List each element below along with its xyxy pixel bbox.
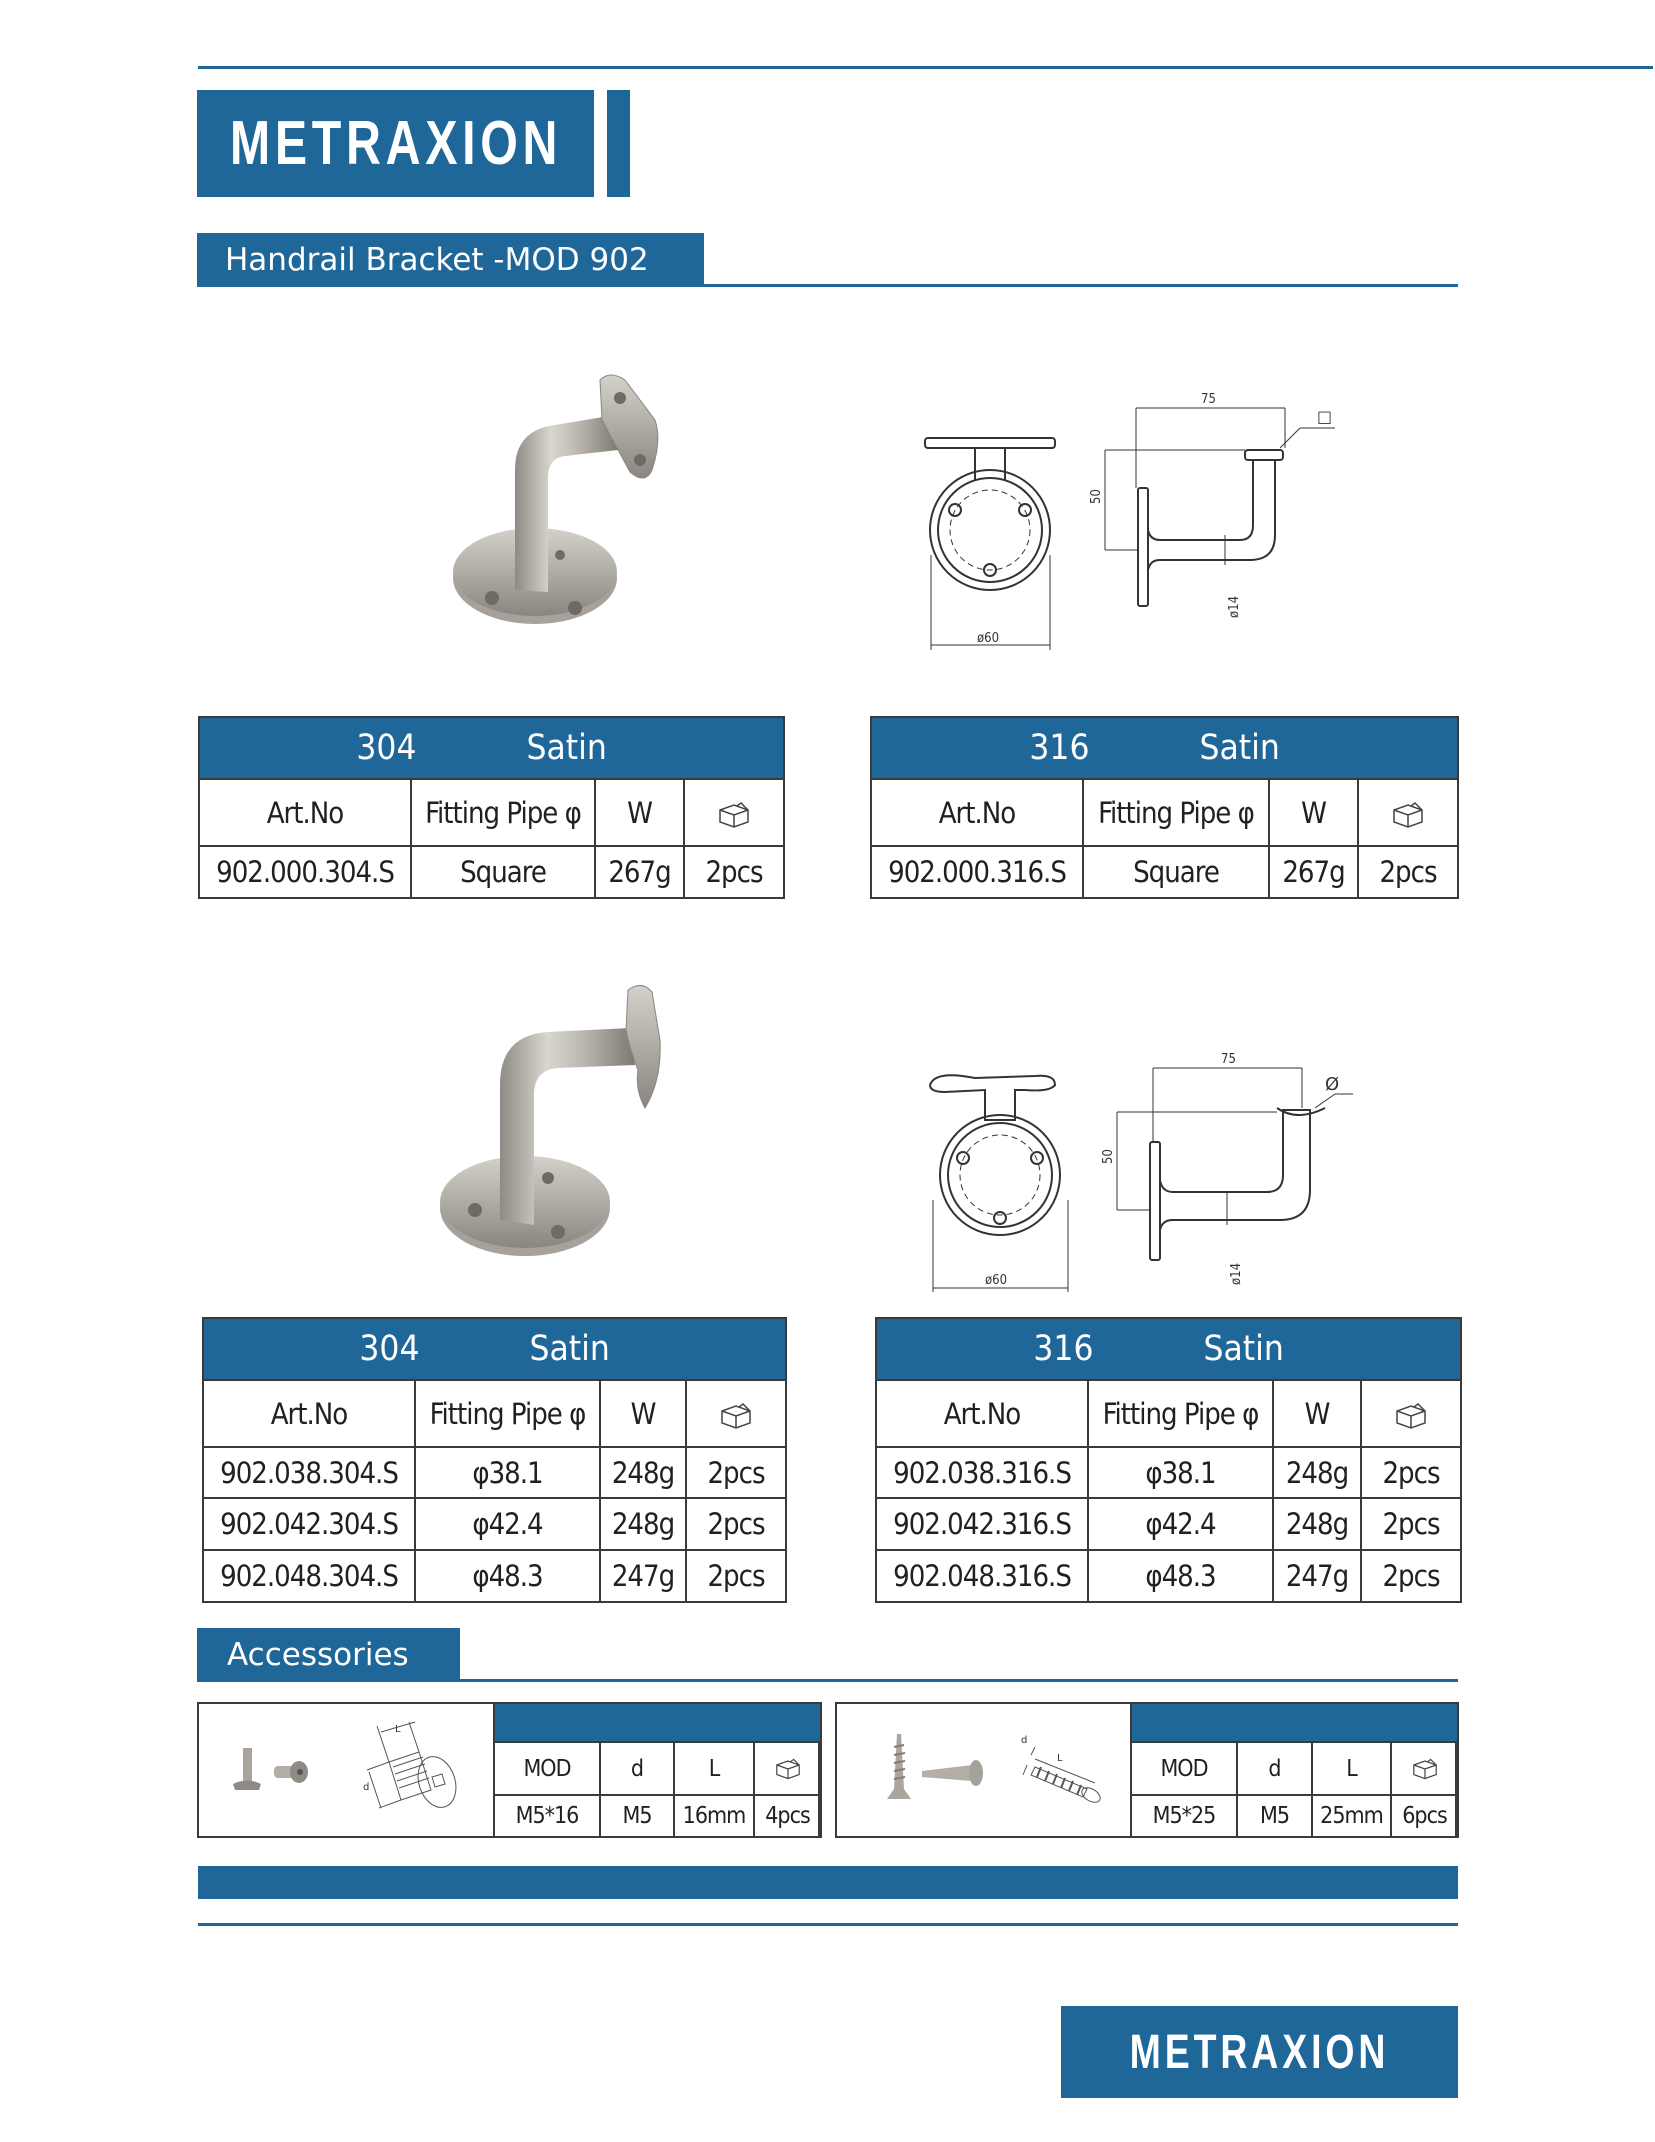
dim-reach: 75 [1221, 1052, 1236, 1067]
wood-screw-photo [877, 1729, 997, 1819]
weight: 267g [595, 846, 684, 898]
col-weight: W [1269, 779, 1358, 846]
l: 25mm [1312, 1795, 1391, 1837]
col-d: d [600, 1742, 674, 1795]
machine-screw-diagram [359, 1722, 469, 1822]
fitting-pipe: φ48.3 [1088, 1550, 1273, 1602]
pack-qty: 2pcs [686, 1447, 786, 1498]
pack-qty: 2pcs [686, 1498, 786, 1550]
col-fitting-pipe: Fitting Pipe φ [411, 779, 595, 846]
col-weight: W [600, 1380, 686, 1447]
diagram-label-d: d [363, 1782, 370, 1793]
technical-drawing-square-saddle [905, 370, 1345, 655]
spec-table-316-square [870, 716, 1459, 899]
table-header [203, 1318, 786, 1380]
weight: 248g [1273, 1447, 1361, 1498]
diagram-label-d: d [1021, 1735, 1028, 1746]
table-row [203, 1447, 786, 1498]
weight: 247g [600, 1550, 686, 1602]
col-packaging [684, 779, 784, 846]
weight: 248g [1273, 1498, 1361, 1550]
accessory-item-wood-screw [835, 1702, 1457, 1838]
dim-tube-diameter: ø14 [1229, 1262, 1244, 1285]
dim-height: 50 [1101, 1149, 1116, 1164]
table-row [871, 846, 1458, 898]
fitting-pipe: φ38.1 [415, 1447, 600, 1498]
fitting-pipe: φ48.3 [415, 1550, 600, 1602]
col-fitting-pipe: Fitting Pipe φ [415, 1380, 600, 1447]
product-title-bar [197, 233, 704, 286]
pack-qty: 2pcs [684, 846, 784, 898]
col-packaging [686, 1380, 786, 1447]
drawing-saddle-plate [925, 438, 1055, 448]
table-row [494, 1795, 821, 1837]
finish: Satin [1199, 728, 1280, 768]
product-title: Handrail Bracket -MOD 902 [225, 241, 649, 278]
dim-height: 50 [1089, 489, 1104, 504]
table-row [876, 1447, 1461, 1498]
pack-qty: 6pcs [1391, 1795, 1458, 1837]
spec-table-304-square [198, 716, 785, 899]
accessory-table-header [1131, 1703, 1458, 1742]
table-row [199, 846, 784, 898]
art-no: 902.038.316.S [876, 1447, 1088, 1498]
col-d: d [1237, 1742, 1312, 1795]
saddle-diameter-symbol: Ø [1325, 1074, 1340, 1095]
box-icon [717, 800, 751, 830]
footer-rule [198, 1923, 1458, 1926]
brand-name: METRAXION [229, 109, 562, 178]
logo-accent-bar [607, 90, 630, 197]
accessory-table-header [494, 1703, 821, 1742]
table-row [203, 1498, 786, 1550]
fitting-pipe: Square [411, 846, 595, 898]
weight: 248g [600, 1447, 686, 1498]
weight: 248g [600, 1498, 686, 1550]
material-grade: 316 [1029, 728, 1090, 768]
col-art-no: Art.No [876, 1380, 1088, 1447]
fitting-pipe: φ42.4 [415, 1498, 600, 1550]
art-no: 902.042.304.S [203, 1498, 415, 1550]
diagram-label-L: L [1057, 1753, 1063, 1764]
dim-tube-diameter: ø14 [1227, 595, 1242, 618]
fitting-pipe: Square [1083, 846, 1269, 898]
finish: Satin [526, 728, 607, 768]
pack-qty: 2pcs [1358, 846, 1458, 898]
table-header [871, 717, 1458, 779]
spec-table-316-round [875, 1317, 1462, 1603]
col-mod: MOD [1131, 1742, 1237, 1795]
material-grade: 304 [356, 728, 417, 768]
material-grade: 304 [359, 1329, 420, 1369]
accessory-item-machine-screw [197, 1702, 820, 1838]
col-weight: W [1273, 1380, 1361, 1447]
table-header [876, 1318, 1461, 1380]
dim-reach: 75 [1201, 392, 1216, 407]
col-art-no: Art.No [871, 779, 1083, 846]
table-row [1131, 1795, 1458, 1837]
accessory-table [493, 1702, 822, 1838]
col-l: L [1312, 1742, 1391, 1795]
art-no: 902.048.304.S [203, 1550, 415, 1602]
pack-qty: 2pcs [1361, 1447, 1461, 1498]
spec-table-304-round [202, 1317, 787, 1603]
footer-band [198, 1866, 1458, 1899]
weight: 267g [1269, 846, 1358, 898]
drawing-base-plate [930, 470, 1050, 590]
art-no: 902.000.304.S [199, 846, 411, 898]
brand-logo [197, 90, 594, 197]
box-icon [1391, 800, 1425, 830]
diagram-label-L: L [395, 1724, 401, 1735]
art-no: 902.048.316.S [876, 1550, 1088, 1602]
table-row [876, 1498, 1461, 1550]
dim-base-diameter: ø60 [985, 1273, 1008, 1288]
col-art-no: Art.No [199, 779, 411, 846]
top-rule [198, 66, 1653, 69]
accessories-title-bar [197, 1628, 460, 1681]
weight: 247g [1273, 1550, 1361, 1602]
wood-screw-diagram [1017, 1729, 1127, 1819]
drawing-round-saddle [930, 1075, 1055, 1120]
pack-qty: 2pcs [686, 1550, 786, 1602]
table-row [203, 1550, 786, 1602]
table-row [876, 1550, 1461, 1602]
col-weight: W [595, 779, 684, 846]
saddle-square-symbol: □ [1317, 407, 1333, 426]
col-l: L [674, 1742, 754, 1795]
material-grade: 316 [1033, 1329, 1094, 1369]
finish: Satin [529, 1329, 610, 1369]
mod: M5*16 [494, 1795, 600, 1837]
col-fitting-pipe: Fitting Pipe φ [1088, 1380, 1273, 1447]
product-photo-square-saddle [440, 360, 680, 640]
fitting-pipe: φ38.1 [1088, 1447, 1273, 1498]
box-icon [719, 1401, 753, 1431]
d: M5 [1237, 1795, 1312, 1837]
title-underline [197, 284, 1458, 287]
footer-brand-name: METRAXION [1129, 2025, 1390, 2079]
accessory-table [1130, 1702, 1459, 1838]
drawing-base-plate [940, 1115, 1060, 1235]
col-packaging [1391, 1742, 1458, 1795]
col-art-no: Art.No [203, 1380, 415, 1447]
machine-screw-photo [229, 1744, 329, 1804]
d: M5 [600, 1795, 674, 1837]
art-no: 902.000.316.S [871, 846, 1083, 898]
product-photo-round-saddle [430, 970, 680, 1270]
mod: M5*25 [1131, 1795, 1237, 1837]
accessories-title: Accessories [227, 1636, 409, 1673]
box-icon [1394, 1401, 1428, 1431]
col-packaging [1361, 1380, 1461, 1447]
pack-qty: 4pcs [754, 1795, 821, 1837]
technical-drawing-round-saddle [905, 1030, 1355, 1290]
col-mod: MOD [494, 1742, 600, 1795]
l: 16mm [674, 1795, 754, 1837]
footer-logo [1061, 2006, 1458, 2098]
col-packaging [754, 1742, 821, 1795]
dim-base-diameter: ø60 [977, 631, 1000, 646]
col-packaging [1358, 779, 1458, 846]
accessories-underline [197, 1679, 1458, 1682]
art-no: 902.038.304.S [203, 1447, 415, 1498]
box-icon [1411, 1757, 1439, 1781]
finish: Satin [1203, 1329, 1284, 1369]
pack-qty: 2pcs [1361, 1498, 1461, 1550]
fitting-pipe: φ42.4 [1088, 1498, 1273, 1550]
art-no: 902.042.316.S [876, 1498, 1088, 1550]
col-fitting-pipe: Fitting Pipe φ [1083, 779, 1269, 846]
pack-qty: 2pcs [1361, 1550, 1461, 1602]
box-icon [774, 1757, 802, 1781]
table-header [199, 717, 784, 779]
